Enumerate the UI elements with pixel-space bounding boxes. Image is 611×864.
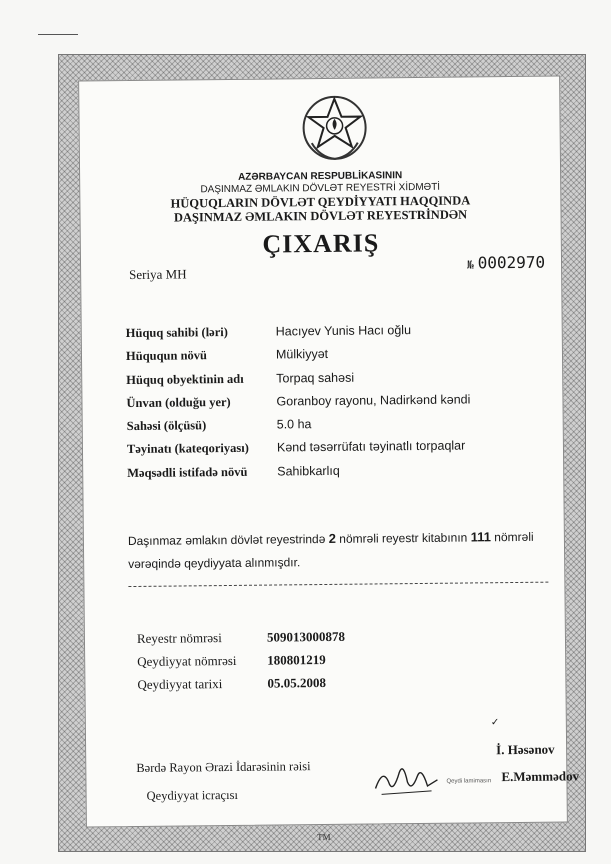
field-value: 5.0 ha	[276, 417, 312, 432]
state-emblem-icon	[299, 92, 370, 163]
registry-row	[137, 673, 497, 700]
field-value: Torpaq sahəsi	[276, 370, 355, 386]
scan-mark	[38, 34, 78, 35]
field-value: Sahibkarlıq	[277, 463, 340, 479]
reestr-number: 2	[328, 530, 336, 546]
field-value: Kənd təsərrüfatı təyinatlı torpaqlar	[276, 438, 466, 455]
header-line-2: DAŞINMAZ ƏMLAKIN DÖVLƏT REYESTRİ XİDMƏTİ	[200, 181, 441, 196]
field-label: Hüququn növü	[125, 348, 208, 364]
registry-value: 180801219	[267, 651, 326, 668]
small-note: Qeydi lamimasın	[446, 778, 492, 785]
handwritten-signature	[371, 758, 441, 799]
official-name: İ. Həsənov	[496, 741, 555, 758]
fields-list	[126, 322, 548, 489]
field-label: Hüquq obyektinin adı	[126, 371, 244, 387]
registration-paragraph: Daşınmaz əmlakın dövlət reyestrində 2 nömrəli reyestr kitabının 111 nömrəli	[127, 529, 534, 549]
header-line-3: HÜQUQLARIN DÖVLƏT QEYDİYYATI HAQQINDA	[170, 193, 471, 211]
field-value: Hacıyev Yunis Hacı oğlu	[275, 323, 412, 339]
bottom-mark: TM	[316, 831, 331, 843]
field-value: Mülkiyyət	[275, 347, 329, 362]
serial-number	[467, 253, 545, 273]
serial-number-value: 0002970	[477, 252, 546, 273]
registry-label: Reyestr nömrəsi	[136, 630, 222, 646]
field-row	[127, 461, 547, 489]
certificate-page	[78, 75, 580, 843]
registration-paragraph-line-2: vərəqində qeydiyyata alınmışdır.	[128, 555, 301, 572]
document-title: ÇIXARIŞ	[262, 228, 380, 259]
field-label: Məqsədli istifadə növü	[127, 464, 248, 480]
field-label: Hüquq sahibi (ləri)	[125, 324, 228, 341]
seria-label: Seriya MH	[129, 266, 187, 283]
field-value: Goranboy rayonu, Nadirkənd kəndi	[276, 392, 471, 409]
registry-label: Qeydiyyat tarixi	[137, 676, 223, 692]
registry-value: 509013000878	[266, 628, 346, 645]
book-number: 111	[470, 529, 491, 545]
registrar-title: Qeydiyyat icraçısı	[146, 787, 238, 803]
registry-label: Qeydiyyat nömrəsi	[137, 652, 237, 669]
header-line-4: DAŞINMAZ ƏMLAKIN DÖVLƏT REYESTRİNDƏN	[173, 207, 468, 225]
registry-block	[137, 627, 498, 700]
field-label: Təyinatı (kateqoriyası)	[126, 441, 249, 457]
dashed-divider	[128, 582, 548, 587]
number-sign: №	[466, 258, 474, 272]
office-title: Bərdə Rayon Ərazi İdarəsinin rəisi	[136, 759, 311, 775]
field-label: Sahəsi (ölçüsü)	[126, 418, 207, 434]
check-mark-icon: ✓	[490, 717, 500, 729]
field-label: Ünvan (olduğu yer)	[126, 394, 231, 410]
header-line-1: AZƏRBAYCAN RESPUBLİKASININ	[237, 170, 403, 183]
registrar-name: E.Məmmədov	[501, 768, 580, 785]
registry-value: 05.05.2008	[267, 674, 326, 691]
